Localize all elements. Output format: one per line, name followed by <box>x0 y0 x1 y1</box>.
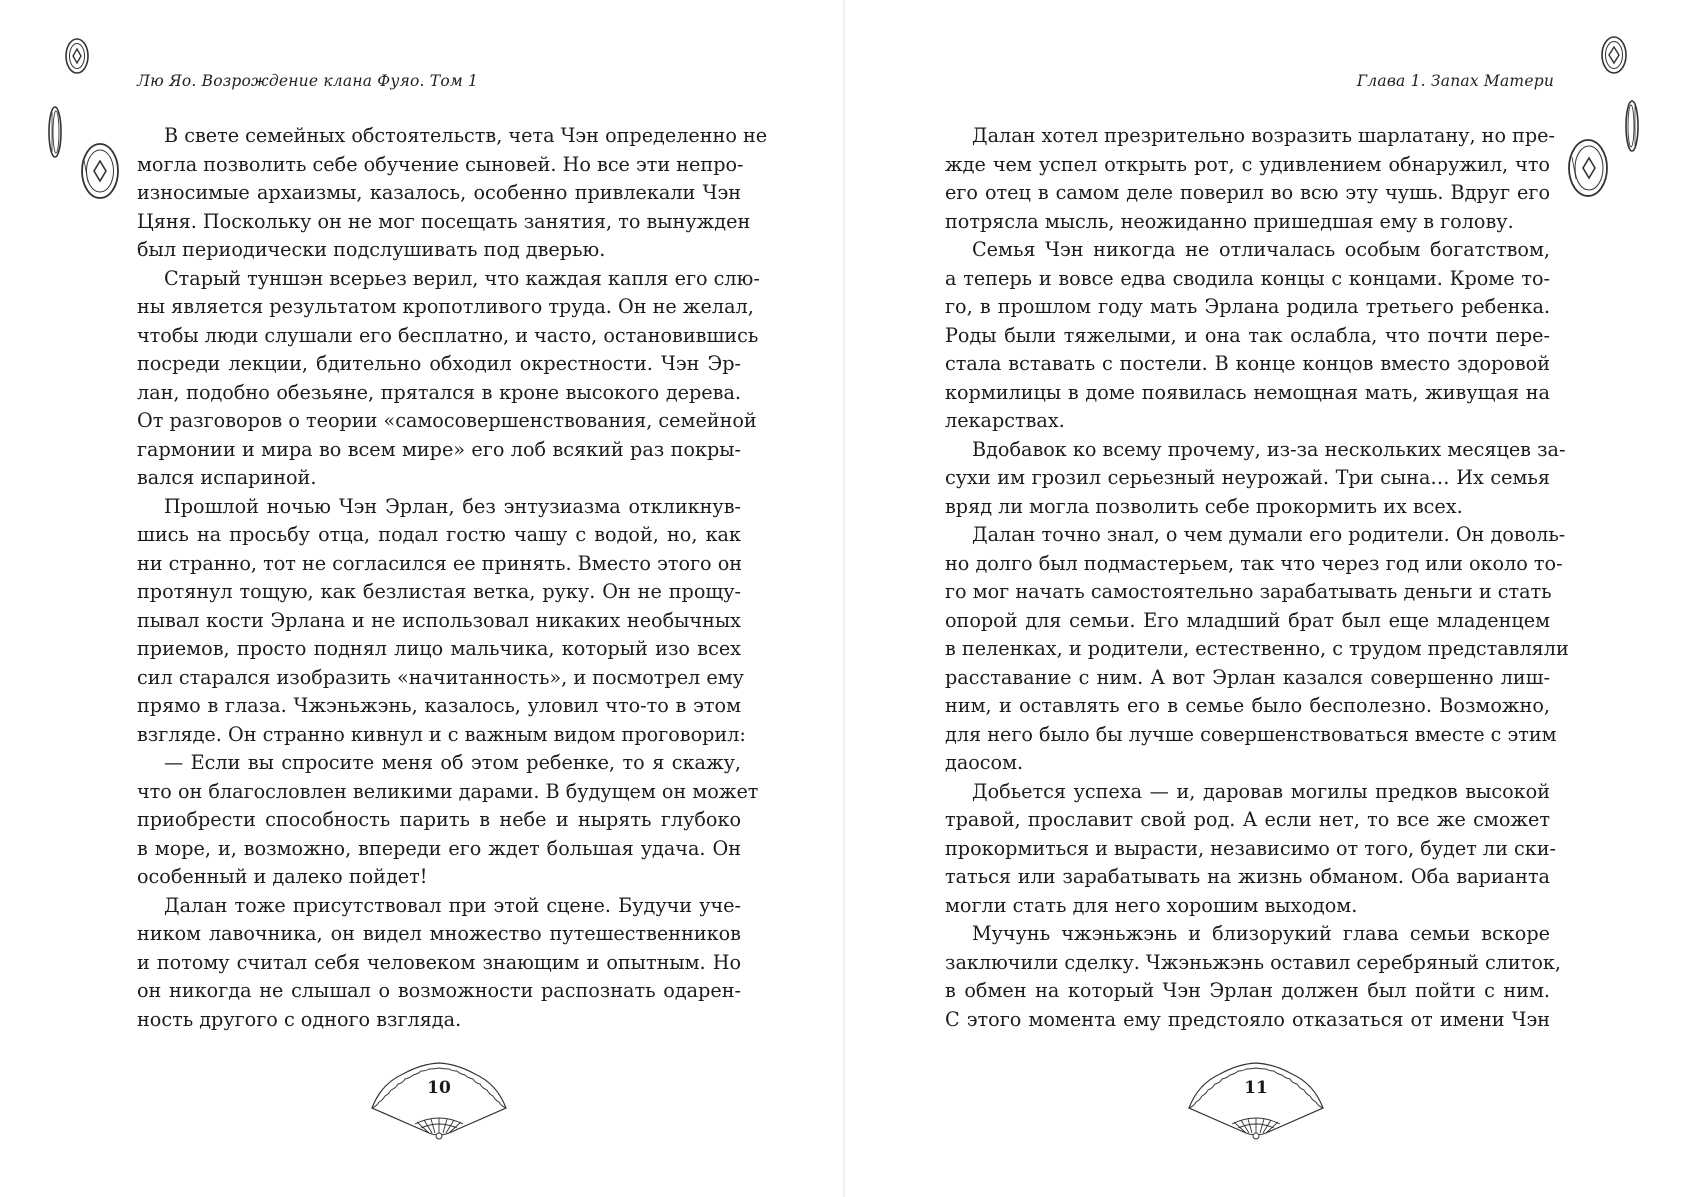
text-line: ни странно, тот не согласился ее принять. Вместо этого он <box>137 551 743 575</box>
text-line: приобрести способность парить в небе и нырять глубоко <box>137 808 741 831</box>
text-line: таться или зарабатывать на жизнь обманом. Оба варианта <box>945 865 1550 888</box>
text-line: кормилицы в доме появилась немощная мать, живущая на <box>945 380 1550 404</box>
text-line: пывал кости Эрлана и не использовал никаких необычных <box>137 608 741 632</box>
text-line: От разговоров о теории «самосовершенствования, семейной <box>137 409 757 432</box>
text-line: ность другого с одного взгляда. <box>137 1007 462 1031</box>
coin-icon <box>1621 98 1643 154</box>
text-line: Семья Чэн никогда не отличалась особым богатством, <box>972 238 1550 261</box>
text-line: в обмен на который Чэн Эрлан должен был пойти с ним. <box>945 979 1550 1002</box>
text-line: даосом. <box>945 751 1024 774</box>
text-line: стала вставать с постели. В конце концов вместо здоровой <box>945 352 1550 375</box>
text-line: Роды были тяжелыми, и она так ослабла, что почти пере- <box>945 323 1550 347</box>
text-line: Старый туншэн всерьез верил, что каждая капля его слю- <box>164 266 760 290</box>
text-line: шись на просьбу отца, подал гостю чашу с водой, но, как <box>137 523 741 546</box>
text-line: С этого момента ему предстояло отказаться от имени Чэн <box>945 1007 1550 1031</box>
text-line: износимые архаизмы, казалось, особенно привлекали Чэн <box>137 181 741 204</box>
text-line: го, в прошлом году мать Эрлана родила третьего ребенка. <box>945 295 1550 318</box>
coin-icon <box>1565 136 1611 200</box>
text-line: прокормиться и вырасти, независимо от того, будет ли ски- <box>945 836 1557 860</box>
text-line: Прошлой ночью Чэн Эрлан, без энтузиазма откликнув- <box>164 494 741 518</box>
text-line: чтобы люди слушали его бесплатно, и часто, остановившись <box>137 323 759 347</box>
text-line: приемов, просто поднял лицо мальчика, который изо всех <box>137 637 741 660</box>
body-text <box>945 122 1569 1034</box>
running-head: Глава 1. Запах Матери <box>1356 72 1554 90</box>
text-line: Мучунь чжэньжэнь и близорукий глава семьи вскоре <box>972 922 1550 945</box>
page-number: 11 <box>1244 1078 1268 1098</box>
text-line: могли стать для него хорошим выходом. <box>945 893 1358 917</box>
text-line: Добьется успеха — и, даровав могилы предков высокой <box>972 779 1550 803</box>
text-line: вряд ли могла позволить себе прокормить их всех. <box>945 494 1463 518</box>
text-line: взгляде. Он странно кивнул и с важным видом проговорил: <box>137 722 746 746</box>
text-line: гармонии и мира во всем мире» его лоб всякий раз покры- <box>137 437 741 461</box>
text-line: для него было бы лучше совершенствоваться вместе с этим <box>945 722 1557 746</box>
text-line: в море, и, возможно, впереди его ждет большая удача. Он <box>137 836 741 860</box>
text-line: посреди лекции, бдительно обходил окрестности. Чэн Эр- <box>137 352 741 375</box>
text-line: потрясла мысль, неожиданно пришедшая ему в голову. <box>945 209 1514 233</box>
text-line: его отец в самом деле поверил во всю эту чушь. Вдруг его <box>945 181 1550 204</box>
text-line: Далан хотел презрительно возразить шарлатану, но пре- <box>972 124 1556 147</box>
page-number: 10 <box>427 1078 451 1098</box>
body-text <box>137 122 768 1034</box>
text-line: жде чем успел открыть рот, с удивлением обнаружил, что <box>945 152 1550 176</box>
text-line: и потому считал себя человеком знающим и опытным. Но <box>137 950 741 974</box>
text-line: но долго был подмастерьем, так что через год или около то- <box>945 551 1563 575</box>
left-page <box>0 0 844 1197</box>
text-line: Цяня. Поскольку он не мог посещать занятия, то вынужден <box>137 209 751 233</box>
text-line: особенный и далеко пойдет! <box>137 865 428 888</box>
text-line: сил старался изобразить «начитанность», и посмотрел ему <box>137 665 744 689</box>
text-line: могла позволить себе обучение сыновей. Но все эти непро- <box>137 152 744 176</box>
fan-icon <box>1186 1056 1326 1146</box>
text-line: ним, и оставлять его в семье было бесполезно. Возможно, <box>945 694 1550 717</box>
text-line: Далан тоже присутствовал при этой сцене. Будучи уче- <box>164 893 741 917</box>
text-line: Далан точно знал, о чем думали его родители. Он доволь- <box>972 523 1566 546</box>
text-line: расставание с ним. А вот Эрлан казался совершенно лиш- <box>945 665 1550 689</box>
page-number-ornament <box>1186 1056 1326 1146</box>
text-line: ником лавочника, он видел множество путешественников <box>137 922 741 945</box>
text-line: Вдобавок ко всему прочему, из-за нескольких месяцев за- <box>972 437 1566 461</box>
right-page <box>845 0 1689 1197</box>
page-number-ornament <box>369 1056 509 1146</box>
text-line: в пеленках, и родители, естественно, с трудом представляли <box>945 637 1569 660</box>
text-line: лекарствах. <box>945 409 1065 432</box>
coin-icon <box>62 36 92 76</box>
text-line: — Если вы спросите меня об этом ребенке, то я скажу, <box>164 751 741 774</box>
text-line: заключили сделку. Чжэньжэнь оставил серебряный слиток, <box>945 950 1561 974</box>
text-line: травой, прославит свой род. А если нет, то все же сможет <box>945 808 1550 831</box>
coin-icon <box>1598 34 1630 76</box>
running-head: Лю Яо. Возрождение клана Фуяо. Том 1 <box>137 72 479 90</box>
text-line: сухи им грозил серьезный неурожай. Три сына… Их семья <box>945 466 1550 489</box>
text-line: опорой для семьи. Его младший брат был еще младенцем <box>945 608 1550 632</box>
coin-icon <box>44 104 66 160</box>
text-line: а теперь и вовсе едва сводила концы с концами. Кроме то- <box>945 266 1550 290</box>
text-line: лан, подобно обезьяне, прятался в кроне высокого дерева. <box>137 380 741 404</box>
fan-icon <box>369 1056 509 1146</box>
text-line: вался испариной. <box>137 466 317 489</box>
text-line: прямо в глаза. Чжэньжэнь, казалось, уловил что-то в этом <box>137 694 741 717</box>
text-line: был периодически подслушивать под дверью. <box>137 238 606 261</box>
text-line: ны является результатом кропотливого труда. Он не желал, <box>137 295 754 318</box>
coin-icon <box>78 140 122 202</box>
text-line: го мог начать самостоятельно зарабатывать деньги и стать <box>945 580 1552 603</box>
text-line: протянул тощую, как безлистая ветка, руку. Он не прощу- <box>137 580 741 603</box>
text-line: В свете семейных обстоятельств, чета Чэн определенно не <box>164 124 768 147</box>
text-line: что он благословлен великими дарами. В будущем он может <box>137 779 759 803</box>
text-line: он никогда не слышал о возможности распознать одарен- <box>137 979 741 1002</box>
